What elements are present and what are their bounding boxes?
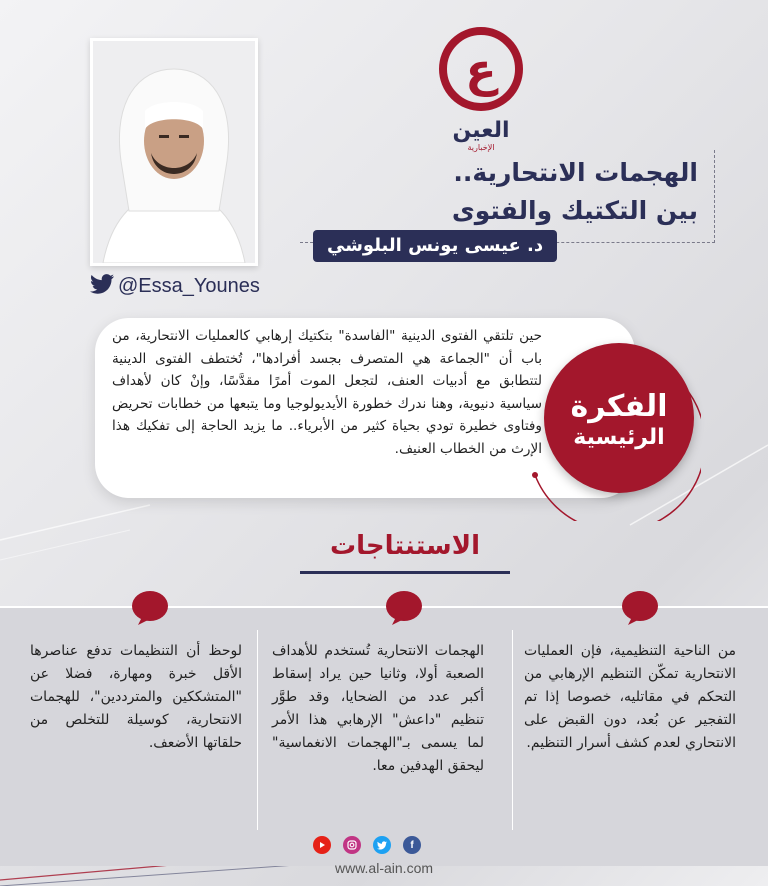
twitter-icon — [90, 274, 114, 298]
conclusion-item: لوحظ أن التنظيمات تدفع عناصرها الأقل خبرة ومهارة، فضلا عن "المتشككين والمترددين"، للهجمات الانتحارية، كوسيلة للتخلص من حلقاتها الأضعف. — [30, 643, 242, 751]
speech-bubble-icon — [130, 590, 170, 626]
speech-bubble-icon — [384, 590, 424, 626]
website-link[interactable]: www.al-ain.com — [334, 860, 434, 876]
main-idea-sublabel: الرئيسية — [573, 425, 665, 450]
main-idea-text: حين تلتقي الفتوى الدينية "الفاسدة" بتكتيك إرهابي كالعمليات الانتحارية، من باب أن "الجماعة هي المتصرف بجسد أفرادها"، تُختطف الفتوى الدينية لتتطابق مع أدبيات العنف، لتجعل الموت أمرًا مقدَّسًا، وإنْ كان لأهداف سياسية دنيوية، وهنا ندرك خطورة الأيديولوجيا وما يتبعها من خطابات تحريض وفتاوى خطيرة تودي بحياة كثير من الأبرياء.. ما يزيد الحاجة إلى تفكيك هذا الإرث من الخطاب العنيف. — [112, 328, 542, 457]
instagram-icon[interactable] — [343, 836, 361, 854]
youtube-icon[interactable] — [313, 836, 331, 854]
column-divider — [257, 630, 258, 830]
logo-letter: ع — [465, 43, 497, 97]
column-divider — [512, 630, 513, 830]
conclusions-underline — [300, 571, 510, 574]
logo-name: العين — [452, 118, 510, 143]
main-idea-label: الفكرة — [570, 389, 668, 424]
conclusions-heading: الاستنتاجات — [329, 531, 481, 561]
brand-logo — [436, 24, 526, 154]
title-line-1: الهجمات الانتحارية.. — [453, 158, 698, 187]
author-photo — [90, 38, 258, 266]
twitter-icon[interactable] — [373, 836, 391, 854]
logo-sub: الإخبارية — [467, 143, 495, 152]
facebook-icon[interactable]: f — [403, 836, 421, 854]
speech-bubble-icon — [620, 590, 660, 626]
author-name-badge: د. عيسى يونس البلوشي — [313, 230, 557, 262]
title-line-2: بين التكتيك والفتوى — [451, 196, 698, 225]
conclusion-item: من الناحية التنظيمية، فإن العمليات الانتحارية تمكّن التنظيم الإرهابي من التحكم في مقاتليه، خصوصا إذا تم التفجير عن بُعد، دون القبض على الانتحاري لعدم كشف أسرار التنظيم. — [524, 643, 736, 751]
conclusion-item: الهجمات الانتحارية تُستخدم للأهداف الصعبة أولا، وثانيا حين يراد إسقاط أكبر عدد من الضحايا، وقد طوَّر تنظيم "داعش" الإرهابي هذا الأمر لما يسمى بـ"الهجمات الانغماسية" ليحقق الهدفين معا. — [272, 643, 484, 774]
page-title — [278, 154, 698, 230]
twitter-handle: @Essa_Younes — [118, 274, 260, 297]
twitter-handle-row[interactable] — [90, 274, 260, 298]
